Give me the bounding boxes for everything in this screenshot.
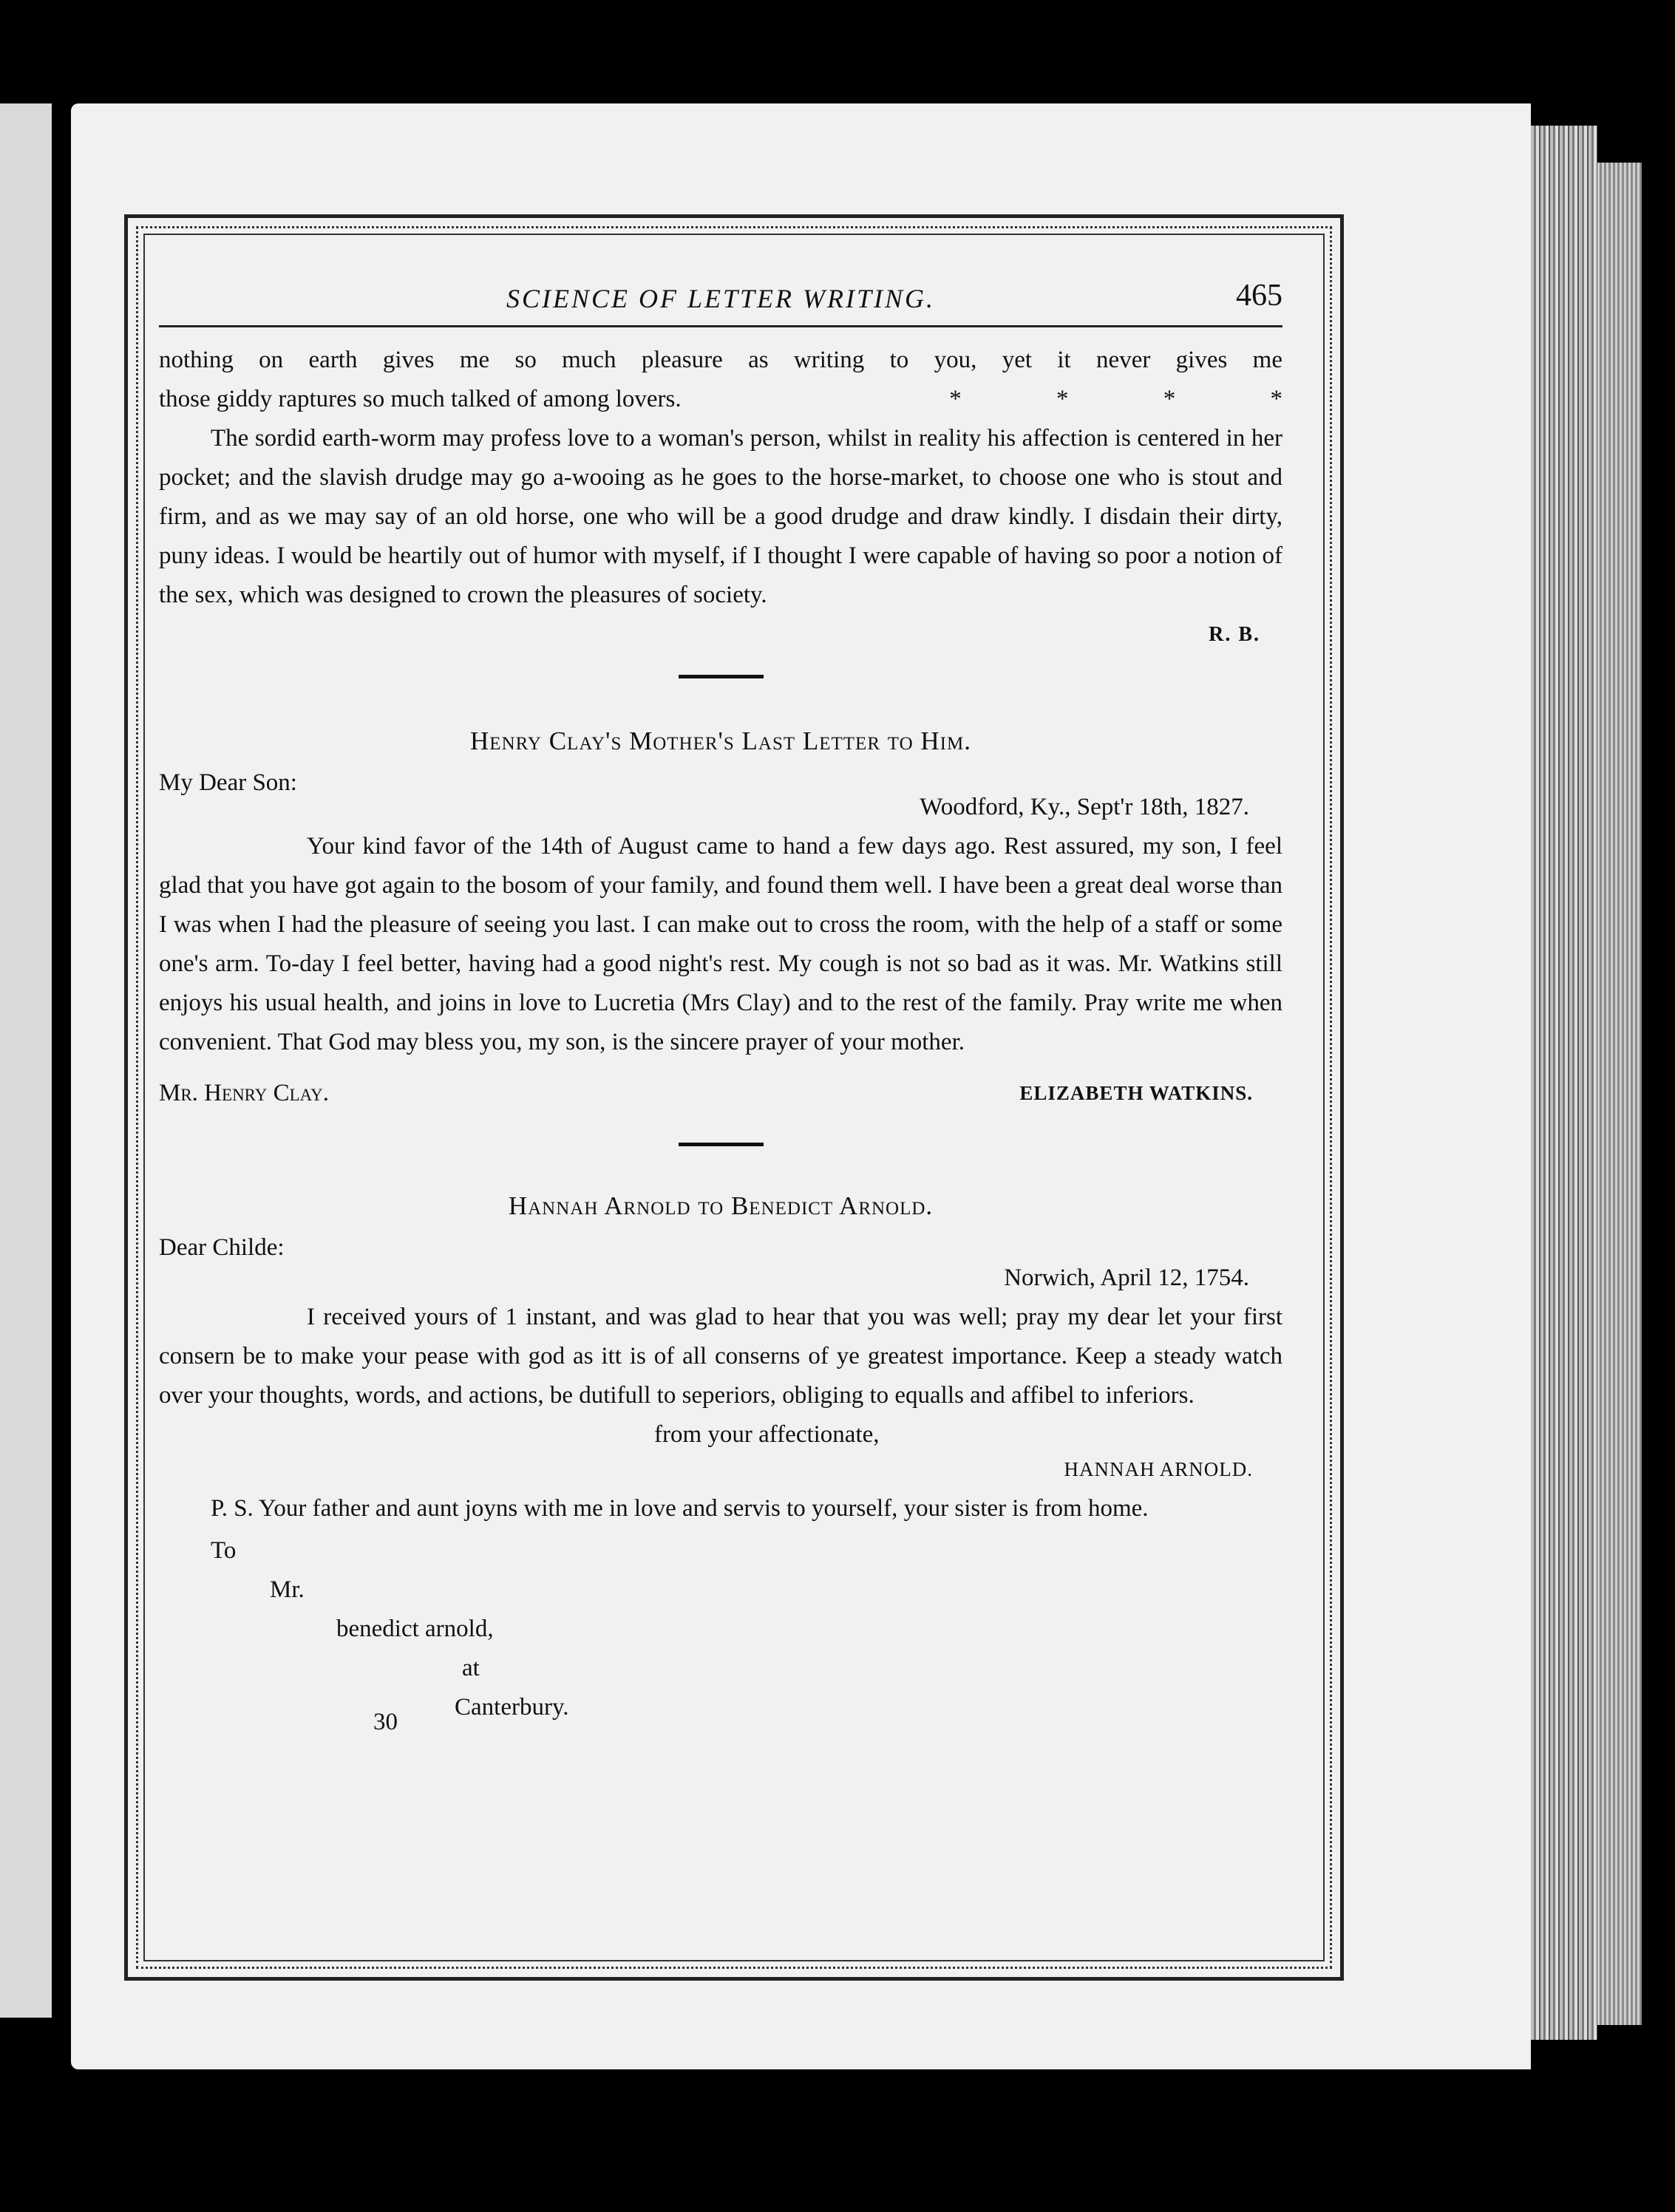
page-content — [159, 273, 1327, 1735]
letter2-signature: ELIZABETH WATKINS. — [1019, 1082, 1253, 1104]
letter3-signature: HANNAH ARNOLD. — [1064, 1458, 1253, 1480]
address-line-place-row — [159, 1688, 1282, 1735]
address-line-to: To — [211, 1537, 237, 1564]
letter3-heading: Hannah Arnold to Benedict Arnold. — [508, 1191, 934, 1220]
letter3-postscript: P. S. Your father and aunt joyns with me in love and servis to yourself, your sister is from home. — [211, 1495, 1149, 1522]
section-divider — [679, 675, 764, 678]
facing-page-edge — [0, 103, 52, 2018]
letter2-heading: Henry Clay's Mother's Last Letter to Him. — [470, 726, 971, 755]
letter2-salutation: My Dear Son: — [159, 769, 297, 796]
letter2-signoff-row — [159, 1074, 1282, 1113]
letter1-continued-line2 — [159, 380, 1327, 419]
address-line-place: Canterbury. — [455, 1694, 569, 1721]
letter3-body: I received yours of 1 instant, and was glad to hear that you was well; pray my dear let your first consern be to make your pease with god as itt is of all conserns of ye greatest importance. Keep a steady watch over your thoughts, words, and actions, be dutifull to seperiors, obliging to equalls and affibel to inferiors. — [159, 1304, 1282, 1409]
page-number: 465 — [1236, 279, 1282, 313]
page-stack-edges — [1531, 126, 1597, 2040]
running-head — [159, 273, 1282, 327]
letter3-address-block — [159, 1531, 1282, 1735]
letter1-paragraph: The sordid earth-worm may profess love to a woman's person, whilst in reality his affection is centered in her pocket; and the slavish drudge may go a-wooing as he goes to the horse-market, to choose one who is stout and firm, and as we may say of an old horse, one who will be a good drudge and draw kindly. I disdain their dirty, puny ideas. I would be heartily out of humor with myself, if I thought I were capable of having so poor a notion of the sex, which was designed to crown the pleasures of society. — [159, 425, 1282, 608]
letter3-place-date: Norwich, April 12, 1754. — [1004, 1265, 1249, 1291]
letter2-salutation-row — [159, 763, 1282, 827]
letter1-continued-text: those giddy raptures so much talked of among lovers. — [159, 386, 682, 412]
section-divider-2 — [679, 1143, 764, 1146]
letter2-body: Your kind favor of the 14th of August came to hand a few days ago. Rest assured, my son, I feel glad that you have got again to the bosom of your family, and found them well. I have been a great deal worse than I was when I had the pleasure of seeing you last. I can make out to cross the room, with the help of a staff or some one's arm. To-day I feel better, having had a good night's rest. My cough is not so bad as it was. Mr. Watkins still enjoys his usual health, and joins in love to Lucretia (Mrs Clay) and to the rest of the family. Pray write me when convenient. That God may bless you, my son, is the sincere prayer of your mother. — [159, 833, 1282, 1055]
signature-mark: 30 — [373, 1709, 398, 1735]
address-line-mr: Mr. — [270, 1576, 305, 1603]
ellipsis-stars: * * * * — [949, 386, 1327, 412]
page-stack-edges-outer — [1597, 163, 1642, 2025]
address-line-name: benedict arnold, — [336, 1616, 494, 1642]
letter1-continued-line1: nothing on earth gives me so much pleasure as writing to you, yet it never gives me — [159, 347, 1282, 373]
letter2-place-date: Woodford, Ky., Sept'r 18th, 1827. — [920, 794, 1249, 820]
running-title: SCIENCE OF LETTER WRITING. — [506, 284, 935, 313]
letter2-addressee: Mr. Henry Clay. — [159, 1080, 330, 1106]
letter3-salutation: Dear Childe: — [159, 1234, 285, 1261]
letter3-closing: from your affectionate, — [654, 1421, 880, 1448]
letter1-signature: R. B. — [1209, 623, 1260, 646]
address-line-at: at — [462, 1655, 480, 1681]
